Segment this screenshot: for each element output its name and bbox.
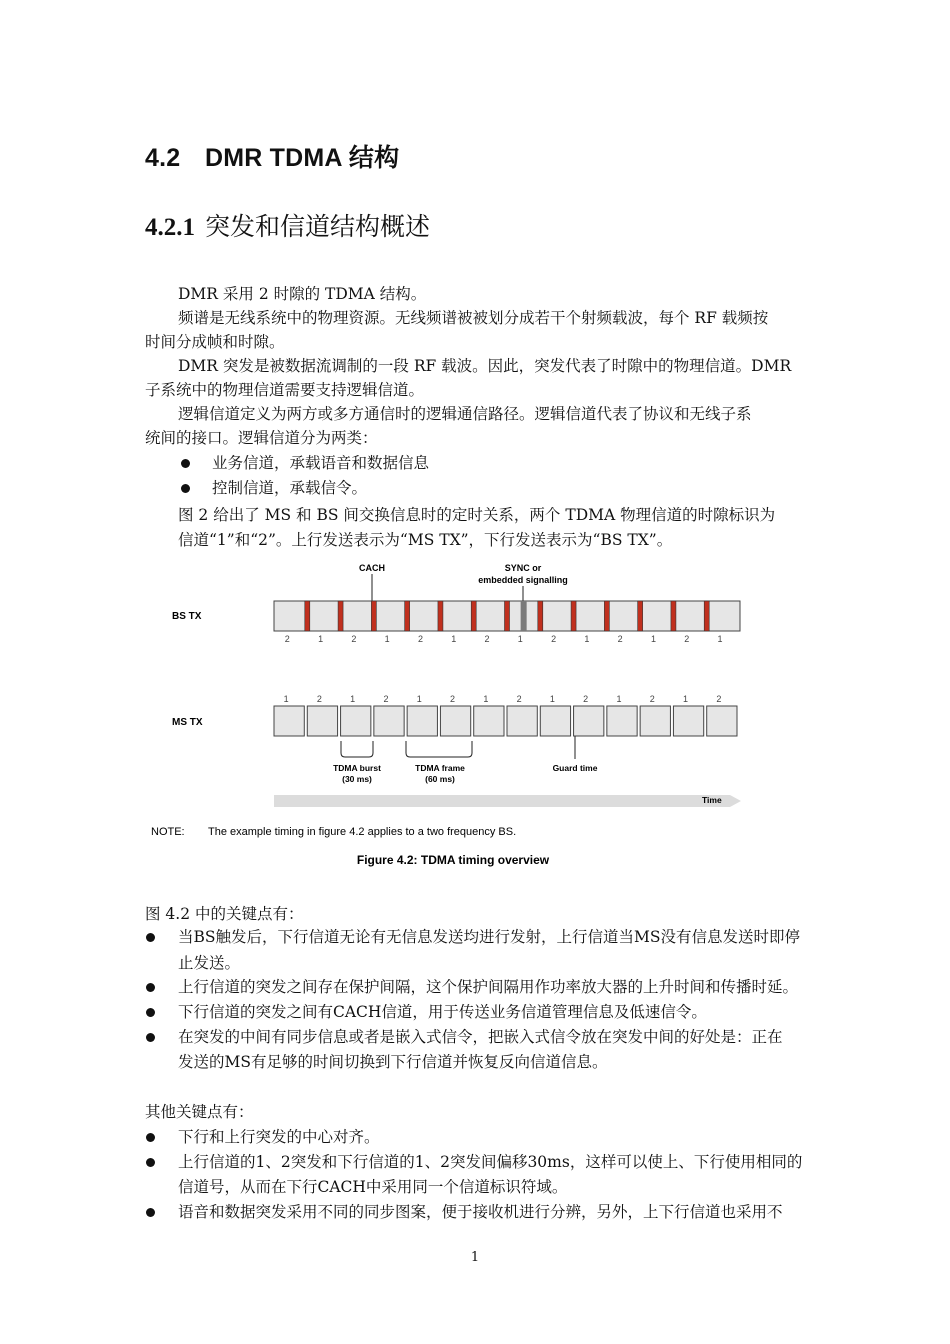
section-number: 4.2 [145,144,181,172]
bullet-dot [146,933,155,942]
cach-bar [571,601,576,631]
bs-slot-number: 2 [351,634,357,644]
bs-slot-number: 1 [650,634,656,644]
ms-burst [307,706,337,736]
intro-line: 时间分成帧和时隙。 [145,333,285,351]
ms-tx-label: MS TX [172,717,203,728]
cach-bar [438,601,443,631]
list-item: 业务信道，承载语音和数据信息 [212,454,430,472]
ms-burst [540,706,570,736]
ms-slot-number: 1 [683,694,689,704]
ms-slot-number: 1 [283,694,289,704]
cach-bar [538,601,543,631]
intro-line: 子系统中的物理信道需要支持逻辑信道。 [145,381,425,399]
intro-line: 逻辑信道定义为两方或多方通信时的逻辑通信路径。逻辑信道代表了协议和无线子系 [178,405,752,423]
cach-bar [604,601,609,631]
ms-slot-number: 1 [616,694,622,704]
ms-burst [673,706,703,736]
frame-brace [406,741,472,757]
intro-line: DMR 突发是被数据流调制的一段 RF 载波。因此，突发代表了时隙中的物理信道。DMR [178,357,792,375]
cach-label: CACH [359,563,385,573]
tdma-timing-figure [0,555,950,875]
section-title: DMR TDMA 结构 [205,144,400,172]
burst-label-line1: TDMA burst [333,763,381,773]
bs-slot-number: 1 [318,634,324,644]
other-point-line: 信道号，从而在下行CACH中采用同一个信道标识符域。 [178,1178,568,1196]
time-arrow [274,795,741,807]
bullet-dot [146,1033,155,1042]
cach-bar [471,601,476,631]
note-text: The example timing in figure 4.2 applies to a two frequency BS. [208,826,517,838]
bs-slot-number: 1 [384,634,390,644]
ms-slot-number: 2 [583,694,589,704]
other-point-line: 下行和上行突发的中心对齐。 [178,1128,380,1146]
keypoint-line: 止发送。 [178,954,241,972]
intro-line: 频谱是无线系统中的物理资源。无线频谱被被划分成若干个射频载波，每个 RF 载频按 [178,309,769,327]
bullet-dot [146,983,155,992]
subsection-title: 突发和信道结构概述 [205,212,431,241]
keypoint-line: 在突发的中间有同步信息或者是嵌入式信令，把嵌入式信令放在突发中间的好处是：正在 [178,1028,783,1046]
ms-slot-number: 2 [316,694,322,704]
subsection-heading [145,207,430,243]
ms-burst [341,706,371,736]
section-heading [145,138,399,174]
keypoint-line: 下行信道的突发之间有CACH信道，用于传送业务信道管理信息及低速信令。 [178,1003,707,1021]
cach-bar [505,601,510,631]
burst-label-line2: (30 ms) [342,774,372,784]
keypoints-title: 图 4.2 中的关键点有： [145,905,304,923]
figure-intro-line: 信道“1”和“2”。上行发送表示为“MS TX”，下行发送表示为“BS TX”。 [178,531,673,549]
ms-burst [274,706,304,736]
ms-slot-number: 2 [516,694,522,704]
sync-label-line2: embedded signalling [478,575,568,585]
ms-slot-number: 2 [716,694,722,704]
bullet-dot [181,459,190,468]
ms-burst [374,706,404,736]
sync-marker [521,601,527,631]
ms-burst [707,706,737,736]
cach-bar [305,601,310,631]
bs-slot-number: 1 [584,634,590,644]
ms-burst [474,706,504,736]
keypoint-line: 当BS触发后，下行信道无论有无信息发送均进行发射，上行信道当MS没有信息发送时即停 [178,928,801,946]
list-item: 控制信道，承载信令。 [212,479,368,497]
ms-burst [640,706,670,736]
ms-slot-number: 2 [450,694,456,704]
subsection-number: 4.2.1 [145,214,195,241]
page-number: 1 [470,1250,480,1265]
bs-slot-number: 2 [551,634,557,644]
figure-intro-line: 图 2 给出了 MS 和 BS 间交换信息时的定时关系，两个 TDMA 物理信道的时隙标识为 [178,506,776,524]
bullet-dot [181,484,190,493]
ms-slot-number: 1 [483,694,489,704]
cach-bar [638,601,643,631]
ms-slot-number: 1 [549,694,555,704]
guard-label: Guard time [552,763,598,773]
keypoint-line: 发送的MS有足够的时间切换到下行信道并恢复反向信道信息。 [178,1053,608,1071]
ms-tx-row [274,694,737,736]
ms-burst [574,706,604,736]
sync-label-line1: SYNC or [504,563,542,573]
other-points-title: 其他关键点有： [145,1103,254,1121]
intro-line: DMR 采用 2 时隙的 TDMA 结构。 [178,285,427,303]
bs-tx-label: BS TX [172,611,202,622]
bs-slot-number: 2 [417,634,423,644]
cach-bar [371,601,376,631]
other-point-line: 上行信道的1、2突发和下行信道的1、2突发间偏移30ms，这样可以使上、下行使用相同的 [178,1153,803,1171]
figure-caption: Figure 4.2: TDMA timing overview [356,853,550,867]
ms-slot-number: 2 [383,694,389,704]
ms-slot-number: 1 [350,694,356,704]
bs-slot-number: 2 [484,634,490,644]
cach-bar [405,601,410,631]
note-prefix: NOTE: [151,826,185,838]
bullet-dot [146,1008,155,1017]
keypoint-line: 上行信道的突发之间存在保护间隔，这个保护间隔用作功率放大器的上升时间和传播时延。 [178,978,799,996]
bs-slot-number: 2 [684,634,690,644]
cach-bar [671,601,676,631]
cach-bar [338,601,343,631]
bullet-dot [146,1158,155,1167]
bs-tx-row [274,601,740,644]
ms-slot-number: 1 [416,694,422,704]
bs-slot-number: 2 [284,634,290,644]
ms-burst [507,706,537,736]
bs-slot-number: 1 [517,634,523,644]
frame-label-line1: TDMA frame [415,763,465,773]
bs-slot-number: 2 [617,634,623,644]
bullet-dot [146,1133,155,1142]
bullet-dot [146,1208,155,1217]
ms-burst [440,706,470,736]
time-label: Time [702,795,722,805]
ms-burst [607,706,637,736]
cach-bar [704,601,709,631]
frame-label-line2: (60 ms) [425,774,455,784]
burst-brace [341,741,373,757]
bs-slot-number: 1 [451,634,457,644]
ms-slot-number: 2 [649,694,655,704]
intro-line: 统间的接口。逻辑信道分为两类： [145,429,378,447]
bs-slot-number: 1 [717,634,723,644]
other-point-line: 语音和数据突发采用不同的同步图案，便于接收机进行分辨，另外，上下行信道也采用不 [178,1203,783,1221]
ms-burst [407,706,437,736]
